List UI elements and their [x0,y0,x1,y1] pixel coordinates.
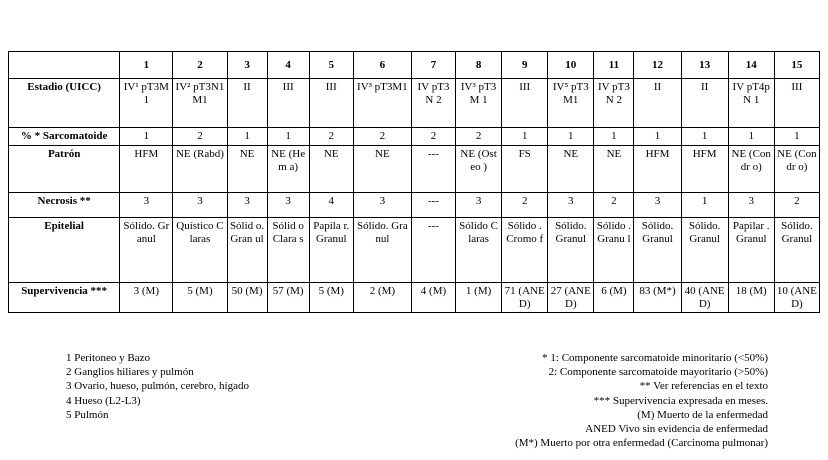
note-right: 2: Componente sarcomatoide mayoritario (>50%) [548,366,768,379]
table-row [9,128,820,146]
table-cell: --- [411,146,455,193]
table-cell: Sólido Claras [456,218,502,283]
table-cell: 3 [634,193,681,218]
column-header: 15 [774,52,819,79]
table-cell: 2 [774,193,819,218]
table-row [9,218,820,283]
table-cell: Sólido. Granul [353,218,411,283]
table-cell: 1 [502,128,548,146]
column-header: 7 [411,52,455,79]
table-cell: Quístico Claras [173,218,227,283]
column-header: 9 [502,52,548,79]
table-cell: Papila r. Granul [309,218,353,283]
corner-cell [9,52,120,79]
note-right: ANED Vivo sin evidencia de enfermedad [585,422,768,435]
row-label: Supervivencia *** [9,283,120,313]
row-label: Epitelial [9,218,120,283]
table-cell: Sólido. Granul [120,218,173,283]
table-cell: 27 (ANE D) [548,283,594,313]
table-cell: 3 [227,193,267,218]
note-left: 4 Hueso (L2-L3) [66,394,141,407]
table-cell: 1 (M) [456,283,502,313]
table-cell: 83 (M*) [634,283,681,313]
table-cell: 18 (M) [728,283,774,313]
table-cell: NE (Osteo ) [456,146,502,193]
column-header: 8 [456,52,502,79]
table-cell: 2 [353,128,411,146]
table-cell: HFM [681,146,728,193]
table-cell: FS [502,146,548,193]
table-cell: 3 [353,193,411,218]
legend-left [66,351,249,422]
table-cell: 3 [456,193,502,218]
table-cell: NE (Hem a) [267,146,309,193]
table-row [9,146,820,193]
column-header: 14 [728,52,774,79]
table-cell: 1 [267,128,309,146]
legend-right [490,351,768,450]
note-right: ** Ver referencias en el texto [639,380,768,393]
table-cell: 5 (M) [173,283,227,313]
table-cell: NE [353,146,411,193]
table-cell: Sólido . Granu l [594,218,634,283]
column-header: 5 [309,52,353,79]
table-row [9,193,820,218]
table-cell: 2 [502,193,548,218]
table-cell: Sólid o Clara s [267,218,309,283]
column-header: 3 [227,52,267,79]
table-cell: Sólido . Cromo f [502,218,548,283]
table-cell: 1 [634,128,681,146]
table-cell: 3 [728,193,774,218]
table-cell: III [309,79,353,128]
table-cell: 1 [728,128,774,146]
table-cell: 1 [681,193,728,218]
table-cell: 2 [309,128,353,146]
table-cell: NE [227,146,267,193]
note-left: 1 Peritoneo y Bazo [66,352,151,364]
results-table [8,51,820,313]
table-cell: 10 (ANE D) [774,283,819,313]
table-cell: Sólido. Granul [774,218,819,283]
table-cell: 2 [456,128,502,146]
table-cell: 2 (M) [353,283,411,313]
table-cell: 1 [681,128,728,146]
column-header: 13 [681,52,728,79]
table-cell: III [502,79,548,128]
note-right: * 1: Componente sarcomatoide minoritario (<50%) [542,352,768,364]
table-cell: 2 [173,128,227,146]
table-row [9,283,820,313]
row-label: Patrón [9,146,120,193]
table-cell: HFM [634,146,681,193]
table-cell: Sólido. Granul [634,218,681,283]
column-header: 2 [173,52,227,79]
note-right: (M*) Muerto por otra enfermedad (Carcinoma pulmonar) [515,437,768,450]
table-cell: NE (Condr o) [774,146,819,193]
table-cell: 3 [173,193,227,218]
table-cell: 3 [548,193,594,218]
table-cell: 3 (M) [120,283,173,313]
table-cell: Papilar . Granul [728,218,774,283]
table-cell: IV² pT3N1 M1 [173,79,227,128]
column-header: 12 [634,52,681,79]
table-cell: HFM [120,146,173,193]
table-body [9,52,820,313]
table-cell: IV pT4pN 1 [728,79,774,128]
table-cell: 1 [774,128,819,146]
note-left: 5 Pulmón [66,408,109,421]
table-cell: 4 [309,193,353,218]
column-header: 10 [548,52,594,79]
table-cell: IV¹ pT3M1 [120,79,173,128]
table-row [9,79,820,128]
table-cell: 1 [227,128,267,146]
table-cell: 4 (M) [411,283,455,313]
table-cell: IV⁵ pT3M1 [548,79,594,128]
table-cell: NE [548,146,594,193]
table-cell: III [774,79,819,128]
table-cell: IV³ pT3M 1 [456,79,502,128]
note-left: 3 Ovario, hueso, pulmón, cerebro, hígado [66,380,249,393]
table-cell: NE (Condr o) [728,146,774,193]
table-cell: 2 [594,193,634,218]
note-right: (M) Muerto de la enfermedad [637,408,768,421]
table-cell: IV pT3N 2 [594,79,634,128]
note-right: *** Supervivencia expresada en meses. [593,394,768,407]
table-cell: 57 (M) [267,283,309,313]
column-header: 6 [353,52,411,79]
column-header: 11 [594,52,634,79]
table-cell: --- [411,218,455,283]
table-cell: II [681,79,728,128]
note-left: 2 Ganglios hiliares y pulmón [66,366,194,379]
table-cell: NE [594,146,634,193]
table-cell: II [227,79,267,128]
column-header: 4 [267,52,309,79]
table-cell: 3 [120,193,173,218]
column-header: 1 [120,52,173,79]
table-cell: 6 (M) [594,283,634,313]
table-cell: NE [309,146,353,193]
table-cell: IV³ pT3M1 [353,79,411,128]
table-cell: 50 (M) [227,283,267,313]
row-label: % * Sarcomatoide [9,128,120,146]
table-cell: Sólid o. Gran ul [227,218,267,283]
table-cell: IV pT3N 2 [411,79,455,128]
table-cell: 1 [120,128,173,146]
table-cell: 1 [594,128,634,146]
table-cell: Sólido. Granul [681,218,728,283]
table-cell: Sólido. Granul [548,218,594,283]
table-cell: 2 [411,128,455,146]
table-cell: 71 (ANE D) [502,283,548,313]
table-cell: NE (Rabd) [173,146,227,193]
column-header-row [9,52,820,79]
table-cell: 1 [548,128,594,146]
table-cell: --- [411,193,455,218]
row-label: Estadio (UICC) [9,79,120,128]
table-cell: III [267,79,309,128]
table-cell: 3 [267,193,309,218]
row-label: Necrosis ** [9,193,120,218]
table-cell: II [634,79,681,128]
table-cell: 40 (ANE D) [681,283,728,313]
table-cell: 5 (M) [309,283,353,313]
